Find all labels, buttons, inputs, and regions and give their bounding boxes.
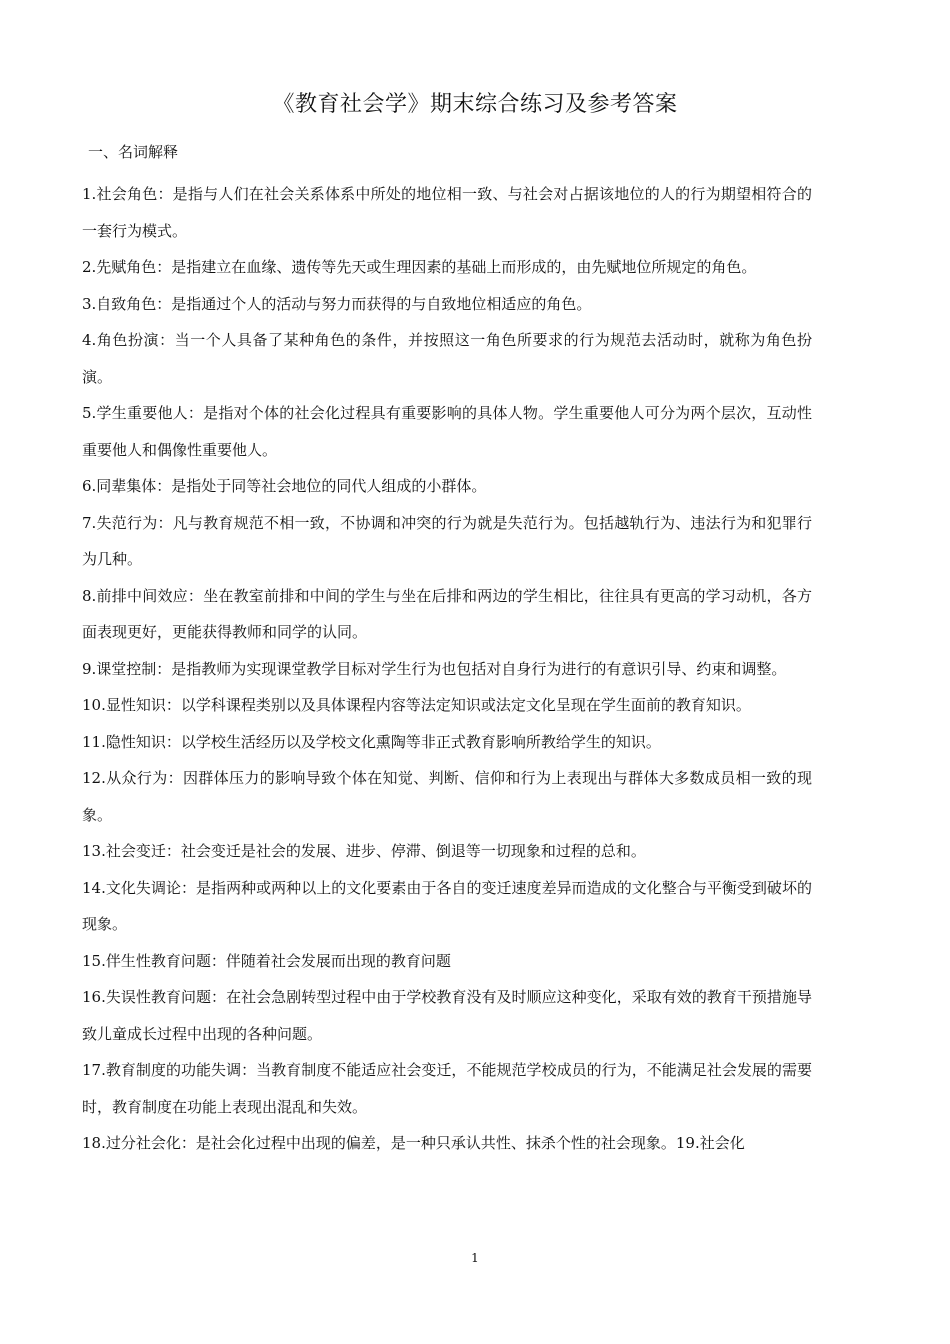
definition-entry-8: 8.前排中间效应：坐在教室前排和中间的学生与坐在后排和两边的学生相比，往往具有更高的学习动机，各方面表现更好，更能获得教师和同学的认同。 (82, 586, 812, 641)
definition-entry-10: 10.显性知识：以学科课程类别以及具体课程内容等法定知识或法定文化呈现在学生面前的教育知识。 (82, 696, 751, 714)
definition-entry-13: 13.社会变迁：社会变迁是社会的发展、进步、停滞、倒退等一切现象和过程的总和。 (82, 842, 646, 860)
definition-entry-1: 1.社会角色：是指与人们在社会关系体系中所处的地位相一致、与社会对占据该地位的人的行为期望相符合的一套行为模式。 (82, 185, 812, 240)
section-heading: 一、名词解释 (88, 143, 179, 161)
definition-entry-11: 11.隐性知识：以学校生活经历以及学校文化熏陶等非正式教育影响所教给学生的知识。 (82, 732, 661, 751)
definition-entry-2: 2.先赋角色：是指建立在血缘、遗传等先天或生理因素的基础上而形成的，由先赋地位所规定的角色。 (82, 258, 757, 276)
definition-entry-7: 7.失范行为：凡与教育规范不相一致，不协调和冲突的行为就是失范行为。包括越轨行为、违法行为和犯罪行为几种。 (82, 513, 812, 568)
page-number: 1 (471, 1251, 479, 1265)
definition-entry-6: 6.同辈集体：是指处于同等社会地位的同代人组成的小群体。 (82, 477, 487, 495)
document-title: 《教育社会学》期末综合练习及参考答案 (272, 92, 678, 117)
definition-entry-5: 5.学生重要他人：是指对个体的社会化过程具有重要影响的具体人物。学生重要他人可分为两个层次，互动性重要他人和偶像性重要他人。 (82, 404, 812, 459)
definition-entry-9: 9.课堂控制：是指教师为实现课堂教学目标对学生行为也包括对自身行为进行的有意识引导、约束和调整。 (82, 659, 787, 678)
definition-entry-17: 17.教育制度的功能失调：当教育制度不能适应社会变迁，不能规范学校成员的行为，不能满足社会发展的需要时，教育制度在功能上表现出混乱和失效。 (82, 1061, 812, 1116)
definition-entry-12: 12.从众行为：因群体压力的影响导致个体在知觉、判断、信仰和行为上表现出与群体大多数成员相一致的现象。 (82, 769, 812, 824)
definition-entry-15: 15.伴生性教育问题：伴随着社会发展而出现的教育问题 (82, 951, 451, 970)
definitions-list (82, 176, 812, 1162)
definition-entry-4: 4.角色扮演：当一个人具备了某种角色的条件，并按照这一角色所要求的行为规范去活动时，就称为角色扮演。 (82, 331, 812, 386)
definition-entry-14: 14.文化失调论：是指两种或两种以上的文化要素由于各自的变迁速度差异而造成的文化整合与平衡受到破坏的现象。 (82, 878, 812, 933)
definition-entry-18: 18.过分社会化：是社会化过程中出现的偏差，是一种只承认共性、抹杀个性的社会现象。19.社会化 (82, 1134, 745, 1152)
definition-entry-3: 3.自致角色：是指通过个人的活动与努力而获得的与自致地位相适应的角色。 (82, 294, 592, 313)
definition-entry-16: 16.失误性教育问题：在社会急剧转型过程中由于学校教育没有及时顺应这种变化，采取有效的教育干预措施导致儿童成长过程中出现的各种问题。 (82, 988, 812, 1043)
